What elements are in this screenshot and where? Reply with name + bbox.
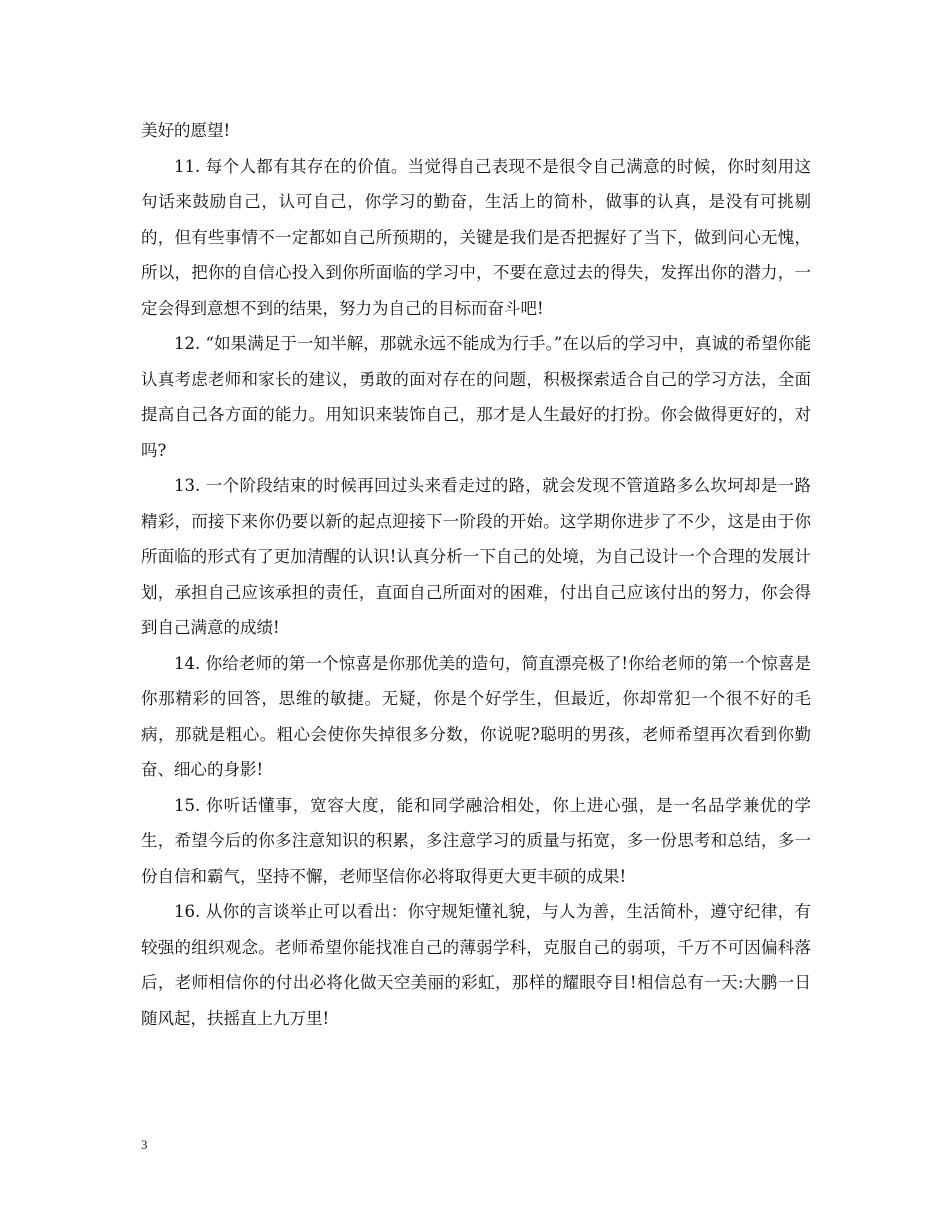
paragraph-14: 14. 你给老师的第一个惊喜是你那优美的造句，简直漂亮极了!你给老师的第一个惊喜是你那精彩的回答，思维的敏捷。无疑，你是个好学生，但最近，你却常犯一个很不好的毛病，那就是粗心。粗心会使你失掉很多分数，你说呢?聪明的男孩，老师希望再次看到你勤奋、细心的身影! <box>141 653 811 779</box>
document-body <box>141 113 811 1036</box>
continued-line: 美好的愿望! <box>141 121 231 140</box>
paragraph-11: 11. 每个人都有其存在的价值。当觉得自己表现不是很令自己满意的时候，你时刻用这句话来鼓励自己，认可自己，你学习的勤奋，生活上的简朴，做事的认真，是没有可挑剔的，但有些事情不一定都如自己所预期的，关键是我们是否把握好了当下，做到问心无愧，所以，把你的自信心投入到你所面临的学习中，不要在意过去的得失，发挥出你的潜力，一定会得到意想不到的结果，努力为自己的目标而奋斗吧! <box>141 156 811 318</box>
paragraph-13: 13. 一个阶段结束的时候再回过头来看走过的路，就会发现不管道路多么坎坷却是一路精彩，而接下来你仍要以新的起点迎接下一阶段的开始。这学期你进步了不少，这是由于你所面临的形式有了更加清醒的认识!认真分析一下自己的处境，为自己设计一个合理的发展计划，承担自己应该承担的责任，直面自己所面对的困难，付出自己应该付出的努力，你会得到自己满意的成绩! <box>141 476 811 637</box>
paragraph-16: 16. 从你的言谈举止可以看出：你守规矩懂礼貌，与人为善，生活简朴，遵守纪律，有较强的组织观念。老师希望你能找准自己的薄弱学科，克服自己的弱项，千万不可因偏科落后，老师相信你的付出必将化做天空美丽的彩虹，那样的耀眼夺目!相信总有一天:大鹏一日随风起，扶摇直上九万里! <box>141 902 811 1028</box>
page-number: 3 <box>141 1137 148 1152</box>
paragraph-15: 15. 你听话懂事，宽容大度，能和同学融洽相处，你上进心强，是一名品学兼优的学生，希望今后的你多注意知识的积累，多注意学习的质量与拓宽，多一份思考和总结，多一份自信和霸气，坚持不懈，老师坚信你必将取得更大更丰硕的成果! <box>141 795 811 886</box>
paragraph-12: 12. “如果满足于一知半解，那就永远不能成为行手。”在以后的学习中，真诚的希望你能认真考虑老师和家长的建议，勇敢的面对存在的问题，积极探索适合自己的学习方法，全面提高自己各方面的能力。用知识来装饰自己，那才是人生最好的打扮。你会做得更好的，对吗? <box>141 334 811 460</box>
